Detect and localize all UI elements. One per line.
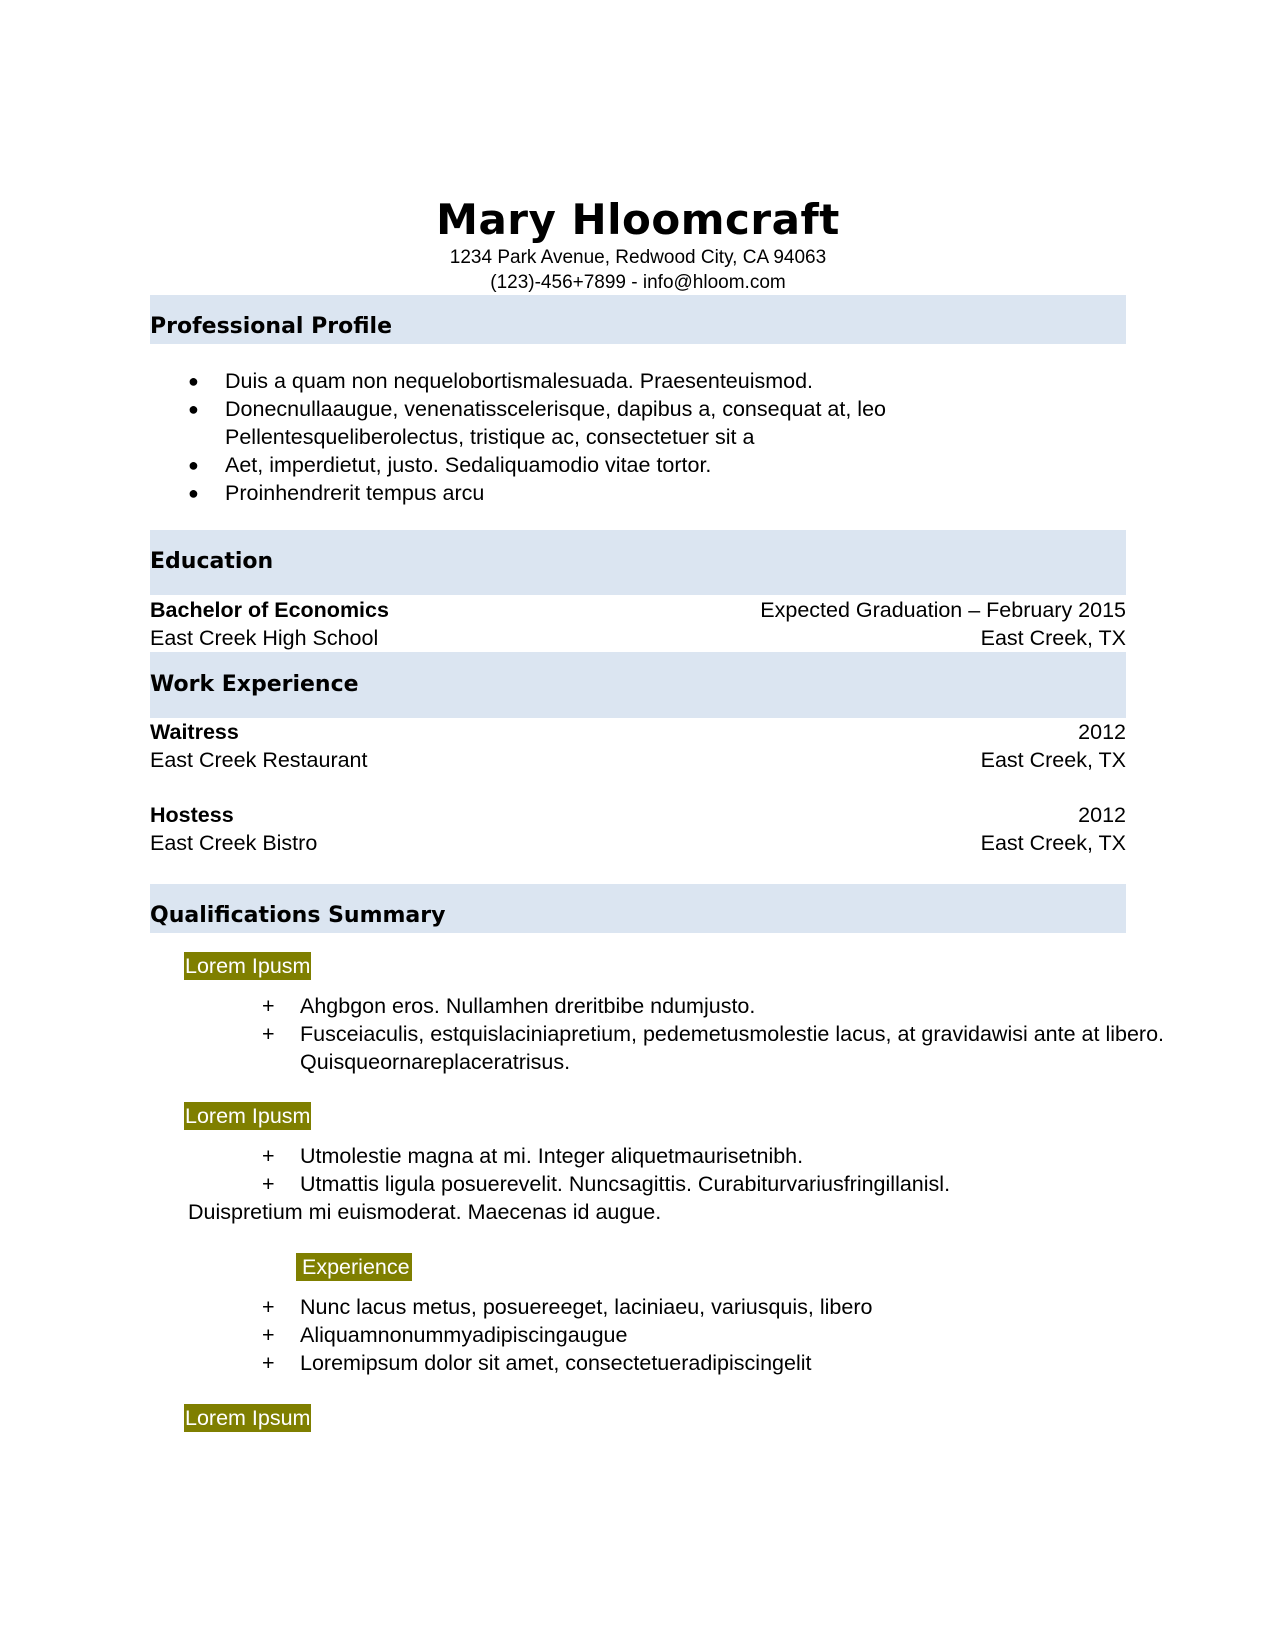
- qualification-list: [150, 1142, 1126, 1198]
- list-item: + Ahgbgon eros. Nullamhen dreritbibe ndumjusto.: [262, 994, 756, 1018]
- list-item: ● Proinhendrerit tempus arcu: [188, 481, 485, 505]
- job-location: East Creek, TX: [980, 831, 1126, 855]
- list-item: ● Donecnullaaugue, venenatisscelerisque, dapibus a, consequat at, leo Pellentesqueliberolectus, tristique ac, consectetuer sit a: [188, 397, 886, 449]
- qualification-note: Duispretium mi euismoderat. Maecenas id augue.: [188, 1200, 662, 1224]
- job-location: East Creek, TX: [980, 748, 1126, 772]
- qualification-group-label: Experience: [296, 1253, 412, 1281]
- section-header-education: [150, 530, 1126, 595]
- list-item: + Loremipsum dolor sit amet, consectetueradipiscingelit: [262, 1351, 812, 1375]
- school-location: East Creek, TX: [980, 626, 1126, 650]
- list-item: ● Duis a quam non nequelobortismalesuada. Praesenteuismod.: [188, 369, 814, 393]
- job-title-row: [150, 718, 1126, 746]
- job-title: Waitress: [150, 720, 239, 744]
- plus-icon: +: [262, 1295, 275, 1319]
- section-title-profile: Professional Profile: [150, 314, 392, 339]
- education-school-row: [150, 624, 1126, 652]
- bullet-icon: ●: [188, 483, 199, 503]
- job-employer-row: [150, 829, 1126, 857]
- job-title-row: [150, 801, 1126, 829]
- qualification-list: [150, 1293, 1126, 1377]
- section-title-qualifications: Qualifications Summary: [150, 903, 446, 928]
- list-item: ● Aet, imperdietut, justo. Sedaliquamodio vitae tortor.: [188, 453, 712, 477]
- section-title-education: Education: [150, 549, 274, 574]
- qualification-group-label: Lorem Ipusm: [185, 1104, 311, 1128]
- list-item: + Utmolestie magna at mi. Integer aliquetmaurisetnibh.: [262, 1144, 804, 1168]
- school-name: East Creek High School: [150, 626, 379, 650]
- section-header-work: [150, 652, 1126, 718]
- graduation-date: Expected Graduation – February 2015: [760, 598, 1126, 622]
- candidate-name: Mary Hloomcraft: [436, 195, 840, 244]
- plus-icon: +: [262, 1022, 275, 1046]
- list-item: + Nunc lacus metus, posuereeget, laciniaeu, variusquis, libero: [262, 1295, 873, 1319]
- qualification-list: [150, 992, 1164, 1076]
- plus-icon: +: [262, 994, 275, 1018]
- job-employer: East Creek Restaurant: [150, 748, 368, 772]
- job-year: 2012: [1078, 720, 1126, 744]
- education-row: [150, 596, 1126, 624]
- section-title-work: Work Experience: [150, 672, 359, 697]
- plus-icon: +: [262, 1323, 275, 1347]
- contact-line: (123)-456+7899 - info@hloom.com: [490, 272, 786, 293]
- qualification-group-label: Lorem Ipusm: [185, 954, 311, 978]
- bullet-icon: ●: [188, 399, 199, 419]
- job-year: 2012: [1078, 803, 1126, 827]
- plus-icon: +: [262, 1144, 275, 1168]
- plus-icon: +: [262, 1172, 275, 1196]
- bullet-icon: ●: [188, 371, 199, 391]
- job-title: Hostess: [150, 803, 234, 827]
- address-line: 1234 Park Avenue, Redwood City, CA 94063: [449, 247, 827, 268]
- list-item: + Fusceiaculis, estquislaciniapretium, pedemetusmolestie lacus, at gravidawisi ante at libero. Quisqueornareplaceratrisus.: [262, 1022, 1164, 1074]
- list-item: + Aliquamnonummyadipiscingaugue: [262, 1323, 628, 1347]
- job-employer: East Creek Bistro: [150, 831, 318, 855]
- resume-header: [150, 195, 1126, 295]
- plus-icon: +: [262, 1351, 275, 1375]
- section-header-profile: [150, 295, 1126, 344]
- profile-bullet-list: [150, 367, 1126, 507]
- list-item: + Utmattis ligula posuerevelit. Nuncsagittis. Curabiturvariusfringillanisl.: [262, 1172, 951, 1196]
- section-header-qualifications: [150, 884, 1126, 933]
- job-employer-row: [150, 746, 1126, 774]
- bullet-icon: ●: [188, 455, 199, 475]
- qualification-group-label: Lorem Ipsum: [185, 1406, 311, 1430]
- degree: Bachelor of Economics: [150, 598, 389, 622]
